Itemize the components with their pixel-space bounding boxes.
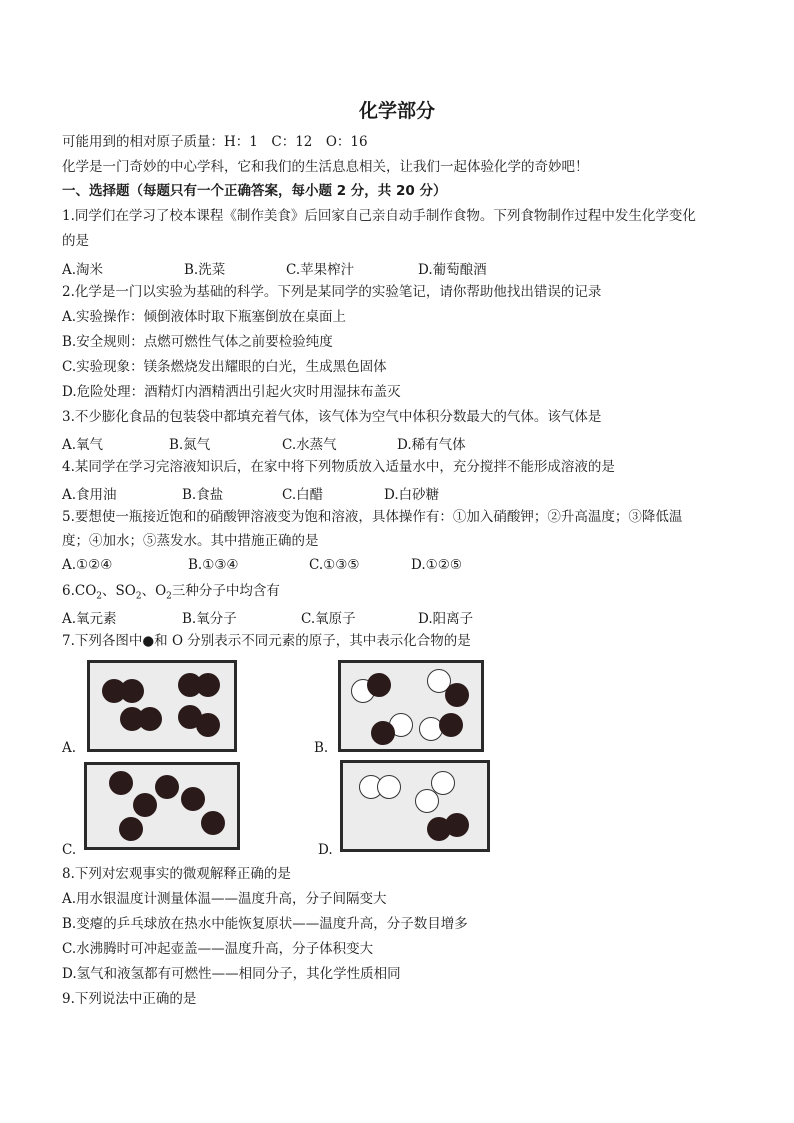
q6-co: 6.CO bbox=[62, 583, 97, 599]
filled-atom-icon bbox=[181, 787, 205, 811]
q3-option-b: B.氮气 bbox=[169, 437, 211, 453]
intro-text: 化学是一门奇妙的中心学科，它和我们的生活息息相关，让我们一起体验化学的奇妙吧！ bbox=[62, 159, 589, 175]
filled-atom-icon bbox=[439, 713, 463, 737]
q1-option-b: B.洗菜 bbox=[184, 262, 226, 278]
q8-option-d: D.氢气和液氢都有可燃性——相同分子，其化学性质相同 bbox=[62, 966, 401, 982]
filled-atom-icon bbox=[109, 771, 133, 795]
q5-option-b: B.①③④ bbox=[188, 557, 239, 573]
q5-option-c: C.①③⑤ bbox=[309, 557, 360, 573]
q6-option-d: D.阳离子 bbox=[418, 611, 474, 627]
q5-stem-line1: 5.要想使一瓶接近饱和的硝酸钾溶液变为饱和溶液，具体操作有：①加入硝酸钾；②升高温度；③降低温 bbox=[62, 509, 683, 525]
q5-option-d: D.①②⑤ bbox=[411, 557, 462, 573]
q9-stem: 9.下列说法中正确的是 bbox=[62, 991, 197, 1007]
q1-option-a: A.淘米 bbox=[62, 262, 104, 278]
filled-atom-icon bbox=[445, 683, 469, 707]
q7-stem: 7.下列各图中●和 O 分别表示不同元素的原子，其中表示化合物的是 bbox=[62, 633, 471, 649]
q6-sub-so: 2 bbox=[135, 591, 142, 602]
q5-stem-line2: 度；④加水；⑤蒸发水。其中措施正确的是 bbox=[62, 533, 319, 549]
figure-a bbox=[87, 660, 237, 752]
q4-stem: 4.某同学在学习完溶液知识后，在家中将下列物质放入适量水中，充分搅拌不能形成溶液的是 bbox=[62, 459, 615, 475]
q3-stem: 3.不少膨化食品的包装袋中都填充着气体，该气体为空气中体积分数最大的气体。该气体是 bbox=[62, 409, 602, 425]
filled-atom-icon bbox=[138, 707, 162, 731]
q2-option-a: A.实验操作：倾倒液体时取下瓶塞倒放在桌面上 bbox=[62, 309, 347, 325]
q4-option-d: D.白砂糖 bbox=[384, 487, 440, 503]
q8-option-a: A.用水银温度计测量体温——温度升高，分子间隔变大 bbox=[62, 891, 387, 907]
filled-atom-icon bbox=[196, 713, 220, 737]
q2-stem: 2.化学是一门以实验为基础的科学。下列是某同学的实验笔记，请你帮助他找出错误的记录 bbox=[62, 284, 602, 300]
filled-atom-icon bbox=[196, 673, 220, 697]
filled-atom-icon bbox=[371, 721, 395, 745]
filled-atom-icon bbox=[120, 679, 144, 703]
q8-option-b: B.变瘪的乒乓球放在热水中能恢复原状——温度升高，分子数目增多 bbox=[62, 916, 468, 932]
figure-b-label: B. bbox=[314, 740, 329, 756]
q1-stem-line2: 的是 bbox=[62, 233, 89, 249]
q5-option-a: A.①②④ bbox=[62, 557, 113, 573]
filled-atom-icon bbox=[367, 673, 391, 697]
q6-tail: 三种分子中均含有 bbox=[171, 583, 280, 599]
q1-option-c: C.苹果榨汁 bbox=[286, 262, 355, 278]
q3-option-c: C.水蒸气 bbox=[282, 437, 337, 453]
q5-options bbox=[62, 557, 742, 575]
q8-option-c: C.水沸腾时可冲起壶盖——温度升高，分子体积变大 bbox=[62, 941, 374, 957]
q4-option-b: B.食盐 bbox=[182, 487, 224, 503]
filled-atom-icon bbox=[119, 817, 143, 841]
q2-option-b: B.安全规则：点燃可燃性气体之前要检验纯度 bbox=[62, 334, 333, 350]
q6-stem bbox=[62, 582, 280, 606]
filled-atom-icon bbox=[201, 811, 225, 835]
hollow-atom-icon bbox=[415, 789, 439, 813]
q2-option-d: D.危险处理：酒精灯内酒精洒出引起火灾时用湿抹布盖灭 bbox=[62, 384, 401, 400]
q6-so: 、SO bbox=[102, 583, 136, 599]
q1-options bbox=[62, 258, 742, 276]
q6-option-a: A.氧元素 bbox=[62, 611, 117, 627]
q6-option-b: B.氧分子 bbox=[182, 611, 237, 627]
q1-stem-line1: 1.同学们在学习了校本课程《制作美食》后回家自己亲自动手制作食物。下列食物制作过程中发生化学变化 bbox=[62, 208, 696, 224]
hollow-atom-icon bbox=[377, 775, 401, 799]
q6-o: 、O bbox=[141, 583, 167, 599]
q3-option-d: D.稀有气体 bbox=[397, 437, 466, 453]
filled-atom-icon bbox=[445, 813, 469, 837]
q3-option-a: A.氧气 bbox=[62, 437, 104, 453]
page-title: 化学部分 bbox=[358, 100, 435, 122]
q4-options bbox=[62, 483, 742, 501]
filled-atom-icon bbox=[133, 793, 157, 817]
figure-d-label: D. bbox=[318, 842, 333, 858]
q4-option-c: C.白醋 bbox=[282, 487, 324, 503]
q4-option-a: A.食用油 bbox=[62, 487, 117, 503]
q3-options bbox=[62, 433, 742, 451]
atomic-masses: 可能用到的相对原子质量：H：1 C：12 O：16 bbox=[62, 134, 368, 150]
figure-d bbox=[340, 760, 490, 852]
q8-stem: 8.下列对宏观事实的微观解释正确的是 bbox=[62, 866, 291, 882]
figure-a-label: A. bbox=[62, 740, 77, 756]
q2-option-c: C.实验现象：镁条燃烧发出耀眼的白光，生成黑色固体 bbox=[62, 359, 387, 375]
figure-b bbox=[338, 660, 484, 752]
filled-atom-icon bbox=[155, 775, 179, 799]
figure-c-label: C. bbox=[62, 842, 77, 858]
section-heading: 一、选择题（每题只有一个正确答案，每小题 2 分，共 20 分） bbox=[62, 183, 447, 199]
q6-sub-co: 2 bbox=[96, 591, 103, 602]
figure-c bbox=[84, 762, 240, 850]
q6-sub-o: 2 bbox=[166, 591, 172, 602]
q1-option-d: D.葡萄酿酒 bbox=[418, 262, 487, 278]
q6-option-c: C.氧原子 bbox=[301, 611, 356, 627]
q6-options bbox=[62, 607, 742, 625]
